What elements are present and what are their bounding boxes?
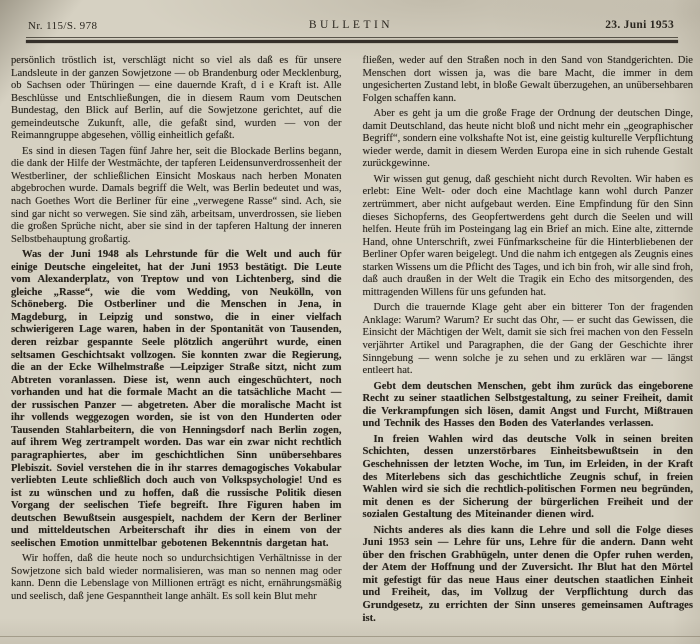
article-paragraph: Wir wissen gut genug, daß geschieht nicht durch Revolten. Wir haben es erlebt: Eine Welt- oder doch eine Machtlage kann wohl durch Panzer zertrümmert, aber nicht aufgebaut werden. Eine Empfindung für den Sinn dieses Sichopferns, des Geopfertwerdens geht durch die Seelen und will helfen. Heute früh im Posteingang lag ein Brief an mich. Eine alte, zitternde Hand, ohne Unterschrift, zwei Fünfmarkscheine für die Hinterbliebenen der Berliner Opfer waren beigelegt. Und die nahm ich entgegen als Zeugnis eines starken Wissens um die Pflicht des Tages, und ich bin froh, wir alle sind froh, daß auch draußen in der Welt die Tragik ein Echo des mitsorgenden, des mittragenden Willens für uns gefunden hat.: [362, 173, 693, 298]
header-rule-thin: [26, 37, 678, 38]
issue-number: Nr. 115/S. 978: [28, 20, 98, 32]
left-column: [11, 55, 342, 630]
article-paragraph: In freien Wahlen wird das deutsche Volk in seinen breiten Schichten, dessen unzerstörbares Einheitsbewußtsein in den Geschehnissen der letzten Woche, im Tun, im Erleiden, in der Kraft des Miterlebens sich das geschichtliche Zeugnis schuf, in freien Wahlen wird sie sich die rechtlich-politischen Formen neu begründen, mit denen es der Sicherung der bürgerlichen Freiheit und der sozialen Gestaltung des Miteinander dienen wird.: [362, 433, 693, 521]
article-paragraph: Nichts anderes als dies kann die Lehre und soll die Folge dieses Juni 1953 sein — Lehre für uns, Lehre für die andern. Dann weht über den frischen Grabhügeln, unter denen die Opfer ruhen werden, der Atem der Hoffnung und der Zuversicht. Ihr Blut hat den Mörtel mit gefestigt für das neue Haus einer deutschen staatlichen Einheit und Freiheit, das, im Vollzug der Verpflichtung durch das Grundgesetz, zu errichten der Sinn unseres gemeinsamen Auftrages ist.: [362, 524, 693, 624]
article-paragraph: Aber es geht ja um die große Frage der Ordnung der deutschen Dinge, damit Deutschland, das heute nicht bloß und nicht mehr ein „geographischer Begriff“, sondern eine volkshafte Not ist, eine geistig kulturelle Verpflichtung wieder werde, damit in diesem Werden Europa eine in sich ruhende Gestalt zurückgewinne.: [362, 108, 693, 170]
article-paragraph: fließen, weder auf den Straßen noch in den Sand von Standgerichten. Die Menschen dort wissen ja, was die bare Macht, die immer in dem ungesicherten Zustand lebt, in bloße Gewalt überzugehen, an unübersehbaren Folgen schaffen kann.: [362, 55, 693, 104]
article-body: [11, 55, 693, 630]
article-paragraph: Durch die trauernde Klage geht aber ein bitterer Ton der fragenden Anklage: Warum? Warum? Er sucht das Ohr, — er sucht das Gewissen, die Einsicht der Mächtigen der Welt, damit sie sich frei machen von den Fesseln verjährter Artikel und Paragraphen, die der Gang der Geschichte ihrer Sinngebung — wenn solche je zu sehen und zu erklären war — längst entleert hat.: [362, 302, 693, 377]
header-rule-thick: [26, 40, 678, 43]
page-title: BULLETIN: [308, 19, 394, 31]
article-paragraph: persönlich tröstlich ist, verschlägt nicht so viel als daß es für unsere Landsleute in der ganzen Sowjetzone — ob Brandenburg oder Mecklenburg, ob Sachsen oder Thüringen — eine dauernde Kraft, d i e Kraft ist. Alle Beschlüsse und Entschließungen, die in diesem Raum vom Deutschen Bundestag, den Blick auf Berlin, auf die Sowjetzone gerichtet, auf die gemeindeutsche Zukunft, alle, die gefaßt sind, wurden — von der Reimanngruppe abgesehen, völlig einheitlich gefaßt.: [11, 55, 342, 142]
right-column: [363, 55, 694, 630]
masthead: [28, 19, 674, 35]
article-paragraph: Was der Juni 1948 als Lehrstunde für die Welt und auch für einige Deutsche eingeleitet, hat der Juni 1953 bestätigt. Die Leute vom Alexanderplatz, von Treptow und von Lichtenberg, sind die gleiche „Rasse“, wie die vom Wedding, von Neukölln, von Schöneberg. Die Ostberliner und die Menschen in Jena, in Magdeburg, in Leipzig und sonstwo, die in einer vielfach schwierigeren Lage waren, haben in der Spontanität von Tausenden, deren reizbar gespannte Seele plötzlich angerührt wurde, einen seltsamen Geschichtsakt vollzogen. Sie konnten zwar die Regierung, die an der Ecke Wilhelmstraße —Leipziger Straße sitzt, nicht zum Abtreten voranlassen. Diese ist, wenn auch eingeschüchtert, noch vorhanden und hat die formale Macht an die tatsächliche Macht — der russischen Panzer — abgetreten. Aber die moralische Macht ist ihr vollends weggezogen worden, sie ist von den Hunderten oder Tausenden Stahlarbeitern, die von Henningsdorf nach Berlin zogen, auf ihrem Weg zertrampelt worden. Das war ein zwar nicht rechtlich paragraphiertes, aber im geschichtlichen Sinn unübersehbares Plebiszit. Soviel verstehen die in ihr starres demagogisches Vokabular verliebten Leute schließlich doch auch von Volkspsychologie! Und es ist zu wünschen und zu hoffen, daß die russische Politik diesen Vorgang der seelischen Tiefe begreift. Ihre Figuren haben im deutschen Bewußtsein ausgespielt, nachdem der Kern der Berliner und mitteldeutschen Arbeiterschaft ihr dies in einem von der seelischen Emotion unmittelbar gebotenen Bekenntnis dargetan hat.: [11, 249, 342, 549]
scan-artifact-line: [0, 636, 700, 637]
article-paragraph: Gebt dem deutschen Menschen, gebt ihm zurück das eingeborene Recht zu seiner staatlichen Selbstgestaltung, zu seiner Freiheit, damit die Verkrampfungen sich lösen, damit Angst und Furcht, Mißtrauen und Technik des Hasses den Boden des Vaterlandes verlassen.: [362, 380, 693, 430]
article-paragraph: Wir hoffen, daß die heute noch so undurchsichtigen Verhältnisse in der Sowjetzone sich bald wieder normalisieren, was man so nennen mag oder kann. Denn die Lebenslage von Millionen erträgt es nicht, ernährungsmäßig und seelisch, daß jene Gespanntheit lange anhält. Es soll kein Blut mehr: [11, 553, 342, 602]
issue-date: 23. Juni 1953: [605, 19, 674, 31]
article-paragraph: Es sind in diesen Tagen fünf Jahre her, seit die Blockade Berlins begann, die dank der Hilfe der Westmächte, der tapferen Leidensunverdrossenheit der Westberliner, der schließlichen Einsicht Moskaus nach herben Monaten abgebrochen wurde. Damals begriff die Welt, was Berlin bedeutet und was, nach Goethes Wort die Berliner für eine „verwegene Rasse“ sind. Ach, sie sind gar nicht so verwegen. Sie sind zäh, arbeitsam, unverdrossen, sie lieben die großen Sprüche nicht, aber sie sind in der tapferen Haltung der inneren Selbstbehauptung großartig.: [11, 145, 342, 245]
